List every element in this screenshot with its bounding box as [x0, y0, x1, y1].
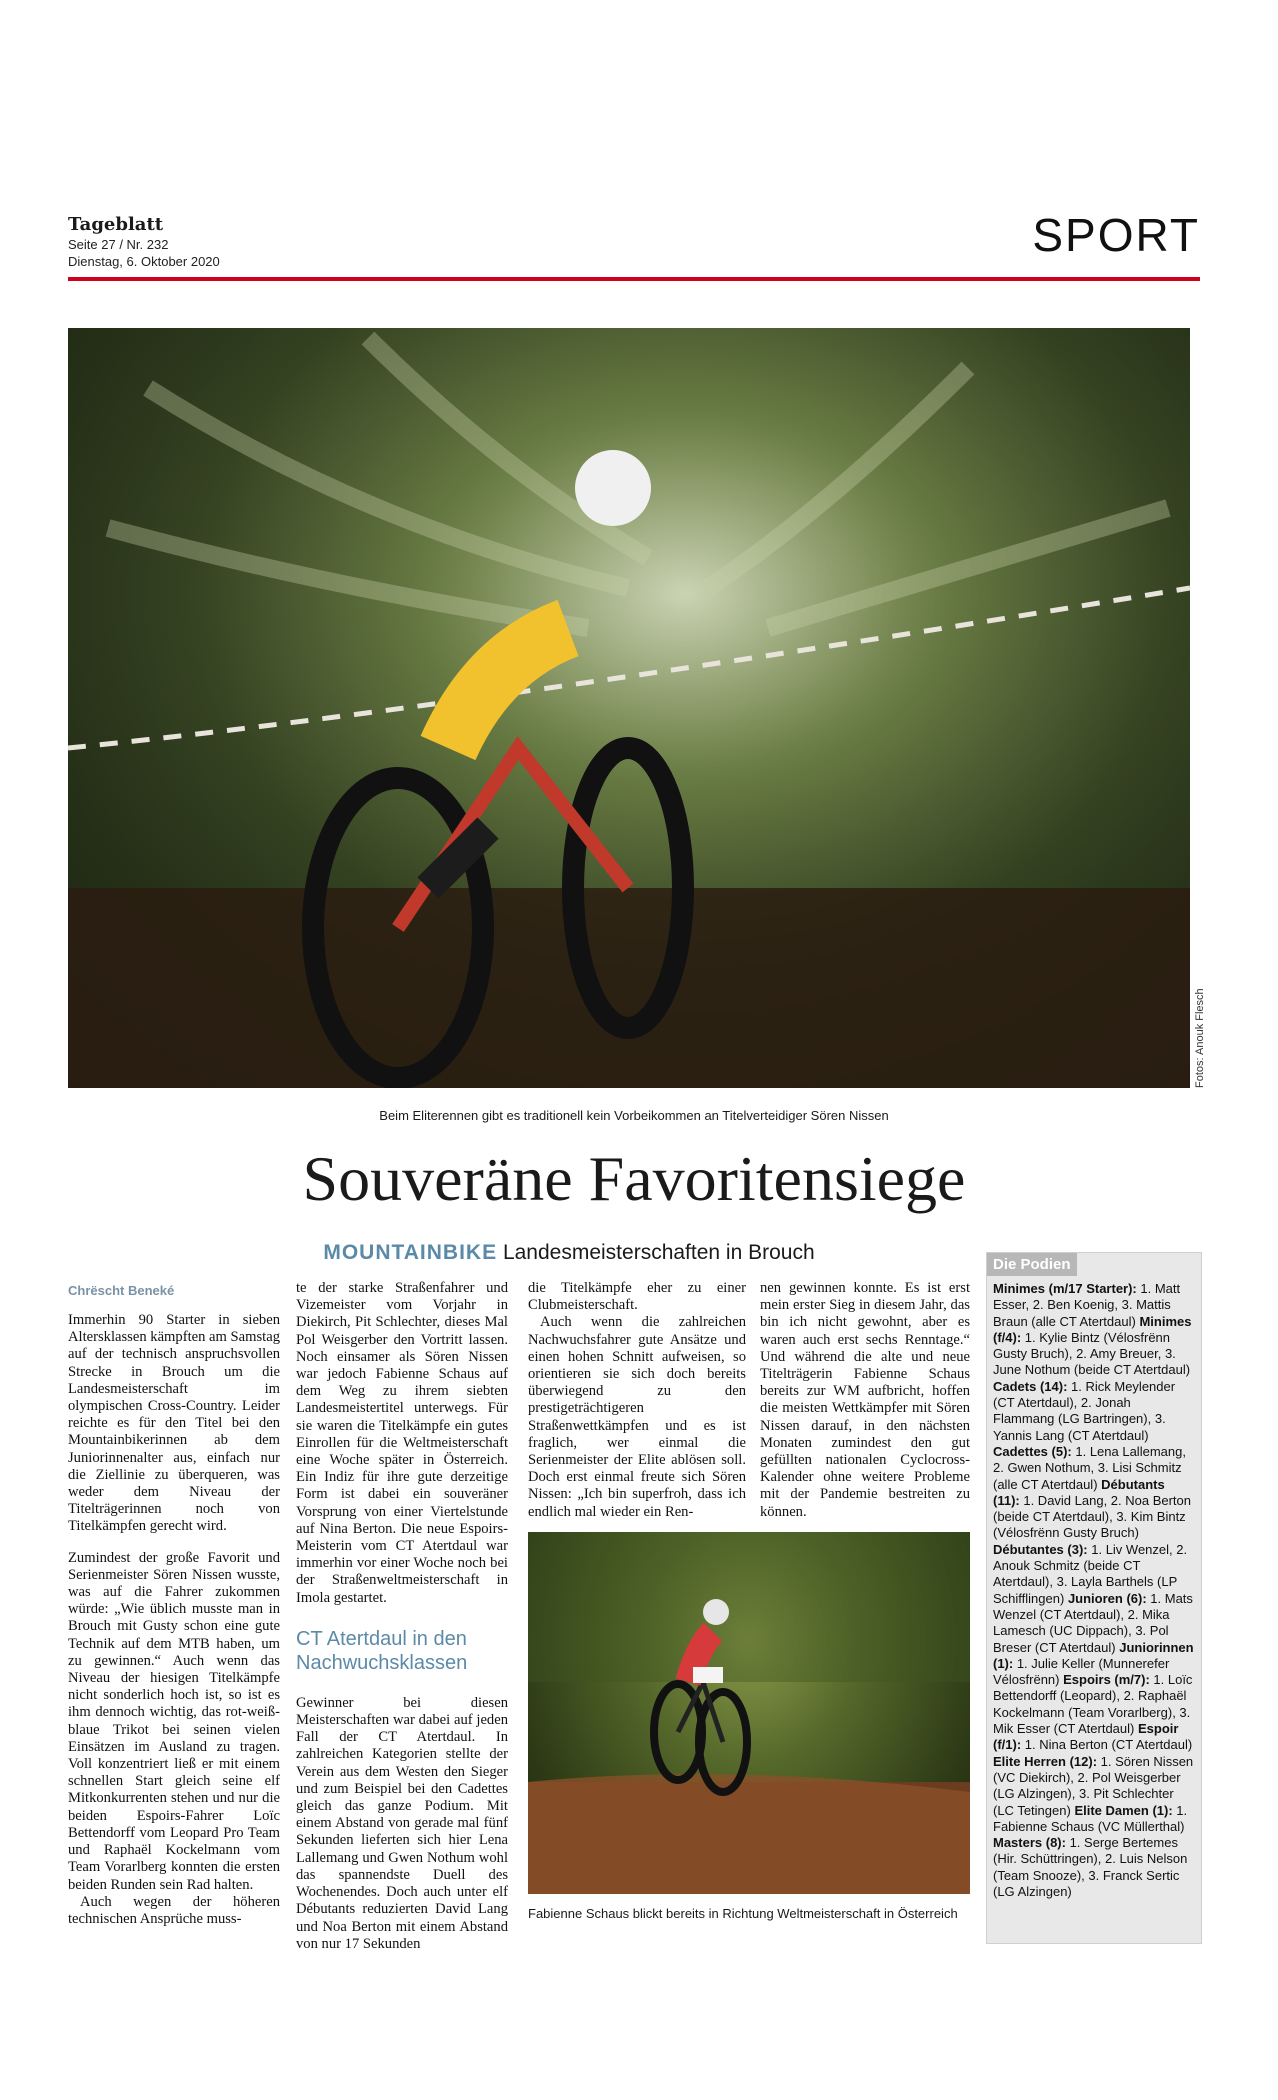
kicker-topic: MOUNTAINBIKE: [323, 1241, 498, 1264]
results-entry: Espoir (f/1): 1. Nina Berton (CT Atertdaul): [993, 1721, 1193, 1753]
secondary-photo-caption: Fabienne Schaus blickt bereits in Richtung Weltmeisterschaft in Österreich: [528, 1906, 958, 1921]
photo-credit: Fotos: Anouk Flesch: [1194, 988, 1206, 1088]
main-photo: [68, 328, 1190, 1088]
results-entry: Minimes (f/4): 1. Kylie Bintz (Vélosfrënn Gusty Bruch), 2. Amy Breuer, 3. June Nothum (beide CT Atertdaul): [993, 1313, 1192, 1378]
results-entry: Masters (8): 1. Serge Bertemes (Hir. Schüttringen), 2. Luis Nelson (Team Snooze), 3. Franck Sertic (LG Alzingen): [993, 1835, 1188, 1899]
issue-date: Dienstag, 6. Oktober 2020: [68, 254, 220, 269]
results-box: [986, 1252, 1202, 1944]
results-entry: Débutantes (3): 1. Liv Wenzel, 2. Anouk Schmitz (beide CT Atertdaul), 3. Layla Barthels (LP Schifflingen): [993, 1541, 1188, 1606]
paragraph: die Titelkämpfe eher zu einer Clubmeisterschaft.: [528, 1280, 746, 1314]
paragraph: Immerhin 90 Starter in sieben Altersklassen kämpften am Samstag auf der technisch anspruchsvollen Strecke in Brouch um die Landesmeisterschaft im olympischen Cross-Country. Leider reichte es für den Titel bei den Mountainbikerinnen ab dem Juniorinnenalter aus, einfach nur die Ziellinie zu überqueren, was weder dem Niveau der Titelträgerinnen noch von Titelkämpfen gerecht wird.: [68, 1312, 280, 1535]
kicker-text: Landesmeisterschaften in Brouch: [502, 1241, 815, 1264]
results-entry: Junioren (6): 1. Mats Wenzel (CT Atertdaul), 2. Mika Lamesch (UC Dippach), 3. Pol Breser (CT Atertdaul): [993, 1590, 1193, 1655]
results-entry: Elite Damen (1): 1. Fabienne Schaus (VC Müllerthal): [993, 1802, 1188, 1834]
subheading: CT Atertdaul in den Nachwuchsklassen: [296, 1627, 468, 1674]
results-entry: Débutants (11): 1. David Lang, 2. Noa Berton (beide CT Atertdaul), 3. Kim Bintz (Vélosfrënn Gusty Bruch): [993, 1476, 1192, 1541]
page-number: Seite 27 / Nr. 232: [68, 237, 169, 252]
newspaper-name: Tageblatt: [68, 214, 164, 235]
results-entry: Minimes (m/17 Starter): 1. Matt Esser, 2. Ben Koenig, 3. Mattis Braun (alle CT Atertdaul): [993, 1281, 1181, 1329]
byline: Chrëscht Beneké: [68, 1283, 175, 1298]
article-column-1: [68, 1312, 280, 1928]
results-entry: Cadettes (5): 1. Lena Lallemang, 2. Gwen Nothum, 3. Lisi Schmitz (alle CT Atertdaul): [993, 1443, 1186, 1492]
results-entry: Juniorinnen (1): 1. Julie Keller (Munnerefer Vélosfrënn): [993, 1639, 1194, 1688]
paragraph: Auch wenn die zahlreichen Nachwuchsfahrer gute Ansätze und einen hohen Schnitt aufweisen, so orientieren sie sich doch bereits überwiegend zu den prestigeträchtigeren Straßenwettkämpfen und es ist fraglich, wer einmal die Serienmeister der Elite ablösen soll. Doch erst einmal freute sich Sören Nissen: „Ich bin superfroh, dass ich endlich mal wieder ein Ren-: [528, 1314, 746, 1520]
paragraph: nen gewinnen konnte. Es ist erst mein erster Sieg in diesem Jahr, das bin ich nicht gewohnt, aber es waren auch erst sechs Renntage.“ Und während die alte und neue Titelträgerin Fabienne Schaus bereits zur WM aufbricht, hoffen die meisten Wettkämpfer mit Sören Nissen darauf, in den nächsten Monaten zumindest den gut gefüllten nationalen Cyclocross-Kalender ohne weitere Probleme mit der Pandemie bestreiten zu können.: [760, 1280, 970, 1520]
paragraph: Auch wegen der höheren technischen Ansprüche muss-: [68, 1893, 280, 1927]
results-entry: Elite Herren (12): 1. Sören Nissen (VC Diekirch), 2. Pol Weisgerber (LG Alzingen), 3. Pit Schlechter (LC Tetingen): [993, 1753, 1194, 1818]
article-column-2: [296, 1280, 508, 1953]
header-rule: [68, 277, 1200, 281]
results-title: Die Podien: [987, 1253, 1077, 1276]
paragraph: Gewinner bei diesen Meisterschaften war dabei auf jeden Fall der CT Atertdaul. In zahlreichen Kategorien stellte der Verein aus dem Westen den Sieger und zum Beispiel bei den Cadettes gleich das ganze Podium. Mit einem Abstand von gerade mal fünf Sekunden lieferten sich hier Lena Lallemang und Gwen Nothum wohl das spannendste Duell des Wochenendes. Doch auch unter elf Débutants reduzierten David Lang und Noa Berton mit einem Abstand von nur 17 Sekunden: [296, 1694, 508, 1952]
secondary-photo: [528, 1532, 970, 1894]
kicker: [68, 1241, 1070, 1265]
article-column-3: [528, 1280, 746, 1521]
section-title: SPORT: [1032, 209, 1200, 261]
article-column-4: [760, 1280, 970, 1521]
paragraph: Zumindest der große Favorit und Serienmeister Sören Nissen wusste, was auf die Fahrer zukommen würde: „Wie üblich musste man in Brouch mit Gusty schon eine gute Technik auf dem MTB haben, um zu gewinnen.“ Auch wenn das Niveau der hiesigen Titelkämpfe nicht sonderlich hoch ist, so ist es ihm dennoch wichtig, das rot-weiß-blaue Trikot bei seinen vielen Einsätzen im Ausland zu tragen. Voll konzentriert ließ er mit einem schnellen Start gleich seine elf Mitkonkurrenten stehen und nur die beiden Espoirs-Fahrer Loïc Bettendorff vom Leopard Pro Team und Raphaël Kockelmann vom Team Vorarlberg konnten die ersten beiden Runden sein Rad halten.: [68, 1549, 280, 1893]
results-list: [993, 1281, 1195, 1900]
secondary-photo-illustration: [528, 1532, 970, 1894]
paragraph: te der starke Straßenfahrer und Vizemeister vom Vorjahr in Diekirch, Pit Schlechter, dieses Mal Pol Weisgerber den Vortritt lassen. Noch einsamer als Sören Nissen war jedoch Fabienne Schaus auf dem Weg zu ihrem siebten Landesmeistertitel unterwegs. Für sie waren die Titelkämpfe ein gutes Einrollen für die Weltmeisterschaft eine Woche später in Österreich. Ein Indiz für ihre gute derzeitige Form ist dabei ein souveräner Vorsprung von einer Viertelstunde auf Nina Berton. Die neue Espoirs-Meisterin vom CT Atertdaul war immerhin vor einer Woche noch bei der Straßenweltmeisterschaft in Imola gestartet.: [296, 1280, 508, 1606]
headline: Souveräne Favoritensiege: [302, 1143, 966, 1214]
results-entry: Espoirs (m/7): 1. Loïc Bettendorff (Leopard), 2. Raphaël Kockelmann (Team Vorarlberg), 3. Mik Esser (CT Atertdaul): [993, 1672, 1193, 1737]
main-photo-caption: Beim Eliterennen gibt es traditionell kein Vorbeikommen an Titelverteidiger Sören Nissen: [379, 1108, 889, 1123]
results-entry: Cadets (14): 1. Rick Meylender (CT Atertdaul), 2. Jonah Flammang (LG Bartringen), 3. Yannis Lang (CT Atertdaul): [993, 1378, 1176, 1443]
main-photo-illustration: [68, 328, 1190, 1088]
